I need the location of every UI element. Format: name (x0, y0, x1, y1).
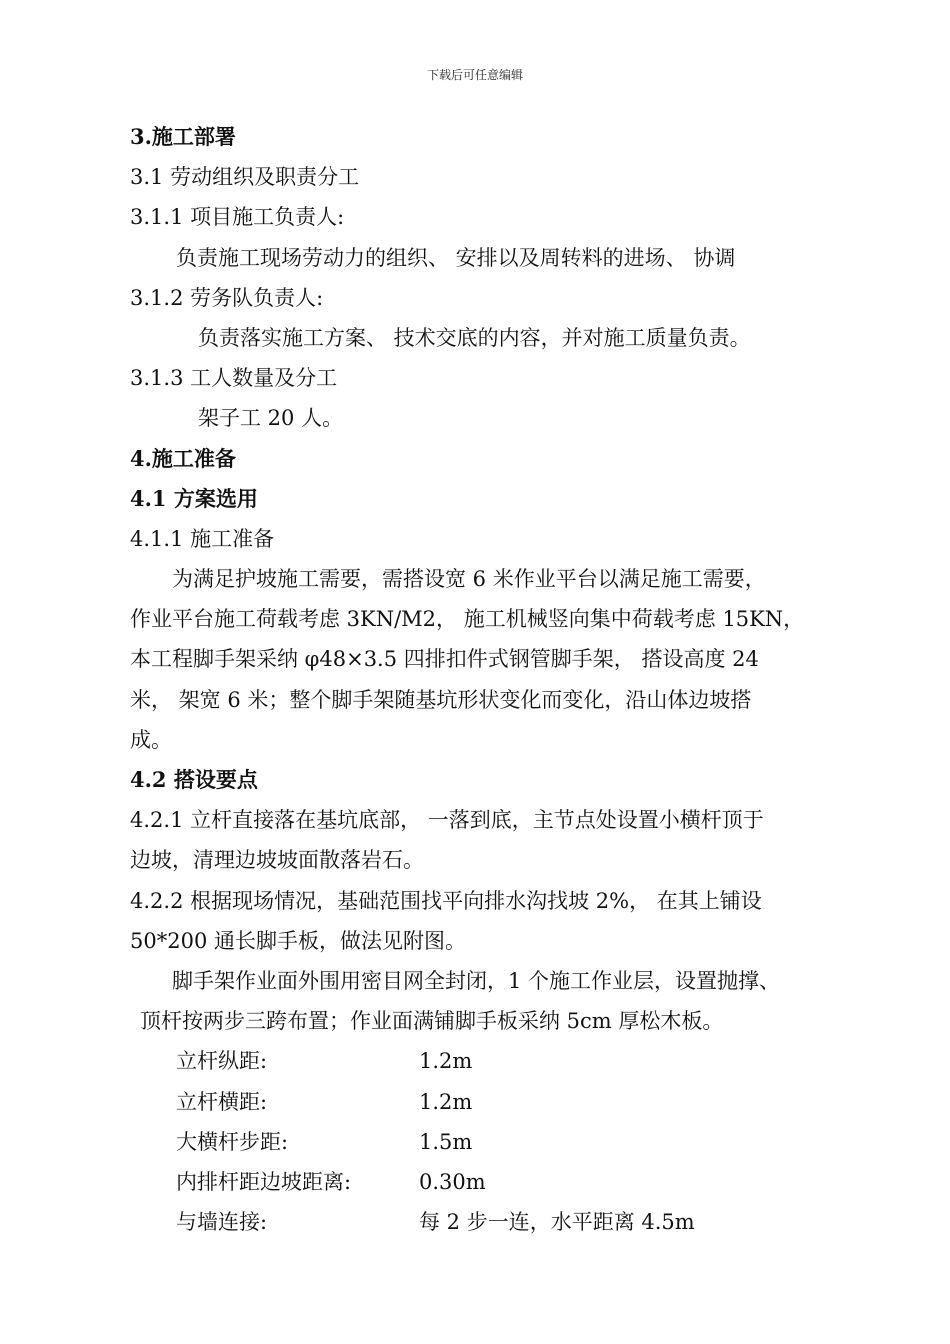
param-row (130, 1202, 830, 1242)
scaffold-enclosure-line-1: 脚手架作业面外围用密目网全封闭，1 个施工作业层，设置抛撑、 (130, 968, 781, 993)
param-value: 1.2m (419, 1049, 473, 1074)
section-4-1-1-heading: 4.1.1 施工准备 (130, 526, 275, 551)
scaffold-parameters (130, 1041, 830, 1242)
param-label: 大横杆步距: (176, 1129, 289, 1154)
param-row (130, 1041, 830, 1081)
paragraph-line: 米， 架宽 6 米；整个脚手架随基坑形状变化而变化，沿山体边坡搭 (130, 687, 752, 712)
paragraph-line: 本工程脚手架采纳 φ48×3.5 四排扣件式钢管脚手架， 搭设高度 24 (130, 647, 759, 672)
param-label: 与墙连接: (176, 1210, 268, 1235)
section-4-1-heading: 4.1 方案选用 (130, 485, 258, 511)
section-3-1-3-body: 架子工 20 人。 (198, 406, 344, 431)
section-4-2-heading: 4.2 搭设要点 (130, 767, 258, 792)
section-3-1-heading: 3.1 劳动组织及职责分工 (130, 165, 360, 190)
section-4-2-2-paragraph (130, 881, 830, 961)
scaffold-enclosure-line-2: 顶杆按两步三跨布置；作业面满铺脚手板采纳 5cm 厚松木板。 (140, 1009, 724, 1034)
param-value: 0.30m (419, 1169, 486, 1194)
section-3-1-2-body: 负责落实施工方案、 技术交底的内容，并对施工质量负责。 (198, 325, 751, 350)
section-3-1-3-heading: 3.1.3 工人数量及分工 (130, 366, 338, 391)
section-3-1-2-heading: 3.1.2 劳务队负责人: (130, 285, 324, 310)
section-3-1-1-heading: 3.1.1 项目施工负责人: (130, 205, 345, 230)
param-label: 内排杆距边坡距离: (176, 1169, 352, 1194)
param-label: 立杆纵距: (176, 1049, 268, 1074)
param-row (130, 1162, 830, 1202)
paragraph-line: 成。 (130, 727, 172, 752)
section-3-title: 3.施工部署 (130, 124, 236, 149)
page-header: 下载后可任意编辑 (426, 68, 523, 82)
param-label: 立杆横距: (176, 1089, 268, 1114)
paragraph-line: 50*200 通长脚手板，做法见附图。 (130, 928, 466, 953)
paragraph-line: 4.2.2 根据现场情况，基础范围找平向排水沟找坡 2%， 在其上铺设 (130, 888, 762, 913)
param-value: 1.5m (419, 1129, 473, 1154)
paragraph-line: 为满足护坡施工需要，需搭设宽 6 米作业平台以满足施工需要， (130, 567, 766, 592)
section-4-title: 4.施工准备 (130, 445, 236, 471)
param-value: 1.2m (419, 1089, 473, 1114)
section-4-1-1-paragraph (130, 559, 830, 760)
paragraph-line: 作业平台施工荷载考虑 3KN/M2， 施工机械竖向集中荷载考虑 15KN， (130, 607, 805, 632)
param-row (130, 1082, 830, 1122)
section-4-2-1-paragraph (130, 800, 830, 880)
document-body (130, 117, 830, 1242)
section-3-1-1-body: 负责施工现场劳动力的组织、 安排以及周转料的进场、 协调 (176, 245, 736, 270)
param-value: 每 2 步一连，水平距离 4.5m (419, 1210, 695, 1235)
paragraph-line: 边坡，清理边坡坡面散落岩石。 (130, 848, 424, 873)
param-row (130, 1122, 830, 1162)
paragraph-line: 4.2.1 立杆直接落在基坑底部， 一落到底，主节点处设置小横杆顶于 (130, 808, 764, 833)
